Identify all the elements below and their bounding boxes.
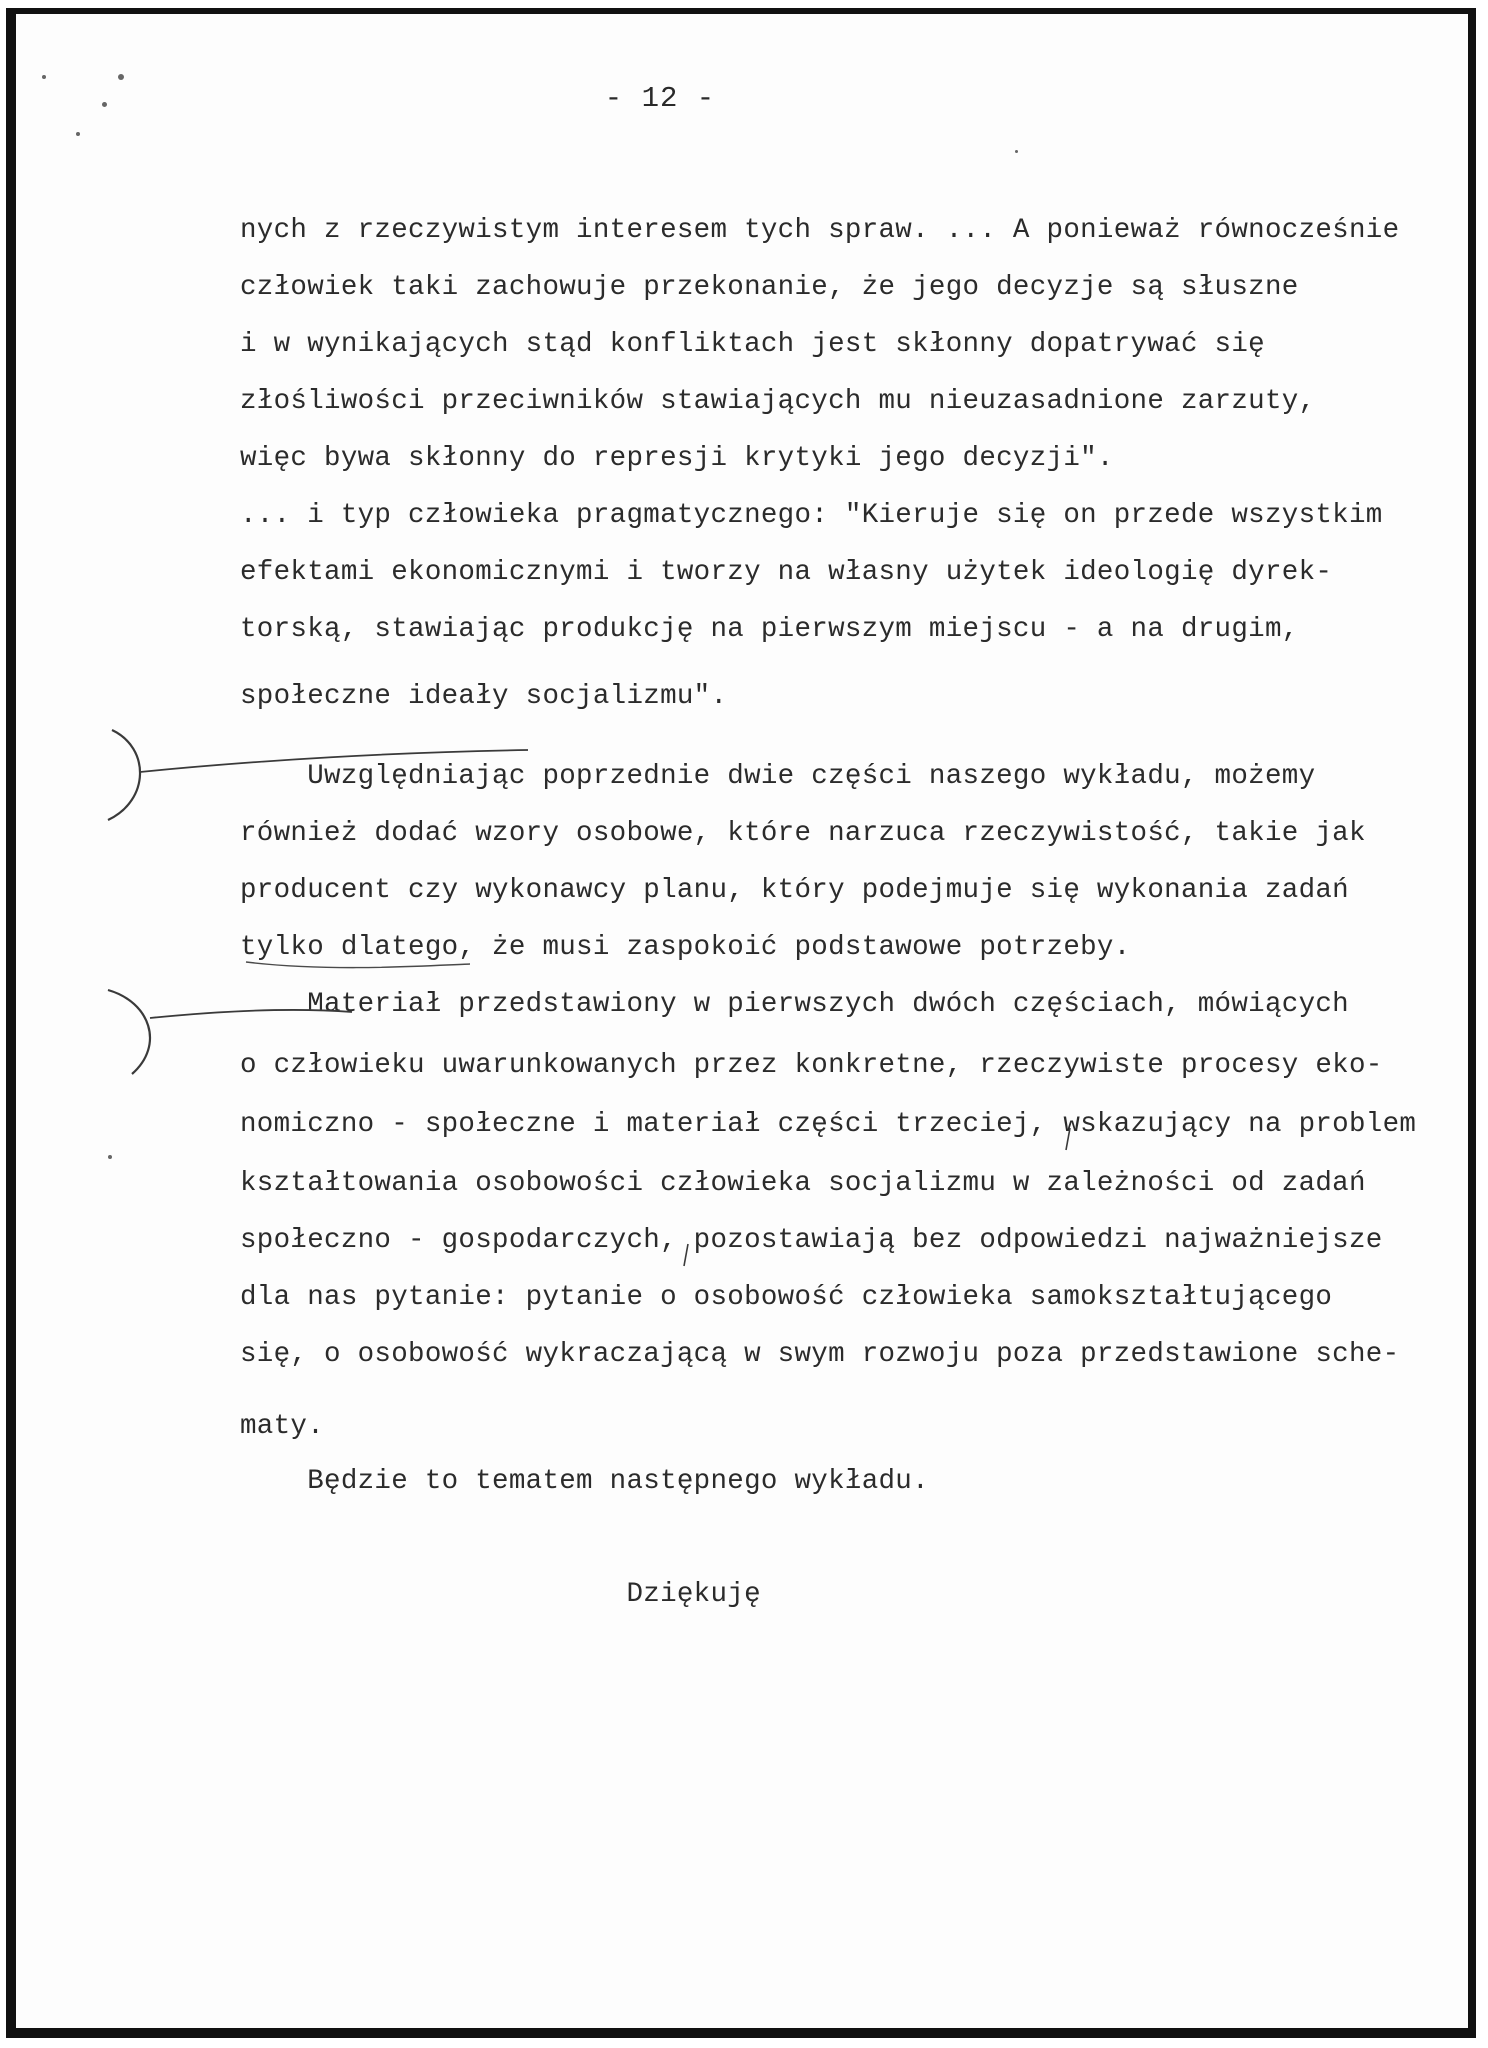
text-line: społeczno - gospodarczych, pozostawiają bez odpowiedzi najważniejsze	[240, 1225, 1383, 1256]
text-line: producent czy wykonawcy planu, który podejmuje się wykonania zadań	[240, 875, 1349, 906]
text-line: o człowieku uwarunkowanych przez konkretne, rzeczywiste procesy eko-	[240, 1050, 1383, 1081]
text-line: ... i typ człowieka pragmatycznego: "Kieruje się on przede wszystkim	[240, 500, 1383, 531]
text-line: maty.	[240, 1411, 325, 1442]
text-line: dla nas pytanie: pytanie o osobowość człowieka samokształtującego	[240, 1282, 1333, 1313]
text-line: kształtowania osobowości człowieka socjalizmu w zależności od zadań	[240, 1168, 1366, 1199]
text-line: nych z rzeczywistym interesem tych spraw. ... A ponieważ równocześnie	[240, 215, 1400, 246]
text-line: się, o osobowość wykraczającą w swym rozwoju poza przedstawione sche-	[240, 1339, 1400, 1370]
text-line: torską, stawiając produkcję na pierwszym miejscu - a na drugim,	[240, 614, 1299, 645]
text-line: tylko dlatego, że musi zaspokoić podstawowe potrzeby.	[240, 932, 1131, 963]
text-line: Uwzględniając poprzednie dwie części naszego wykładu, możemy	[240, 761, 1316, 792]
text-line: efektami ekonomicznymi i tworzy na własny użytek ideologię dyrek-	[240, 557, 1333, 588]
text-line: nomiczno - społeczne i materiał części trzeciej, wskazujący na problem	[240, 1109, 1417, 1140]
text-line: człowiek taki zachowuje przekonanie, że jego decyzje są słuszne	[240, 272, 1299, 303]
page-frame	[6, 8, 1476, 2038]
text-line: Materiał przedstawiony w pierwszych dwóch częściach, mówiących	[240, 989, 1349, 1020]
text-line: również dodać wzory osobowe, które narzuca rzeczywistość, takie jak	[240, 818, 1366, 849]
text-line: Będzie to tematem następnego wykładu.	[240, 1466, 929, 1497]
text-line: i w wynikających stąd konfliktach jest skłonny dopatrywać się	[240, 329, 1265, 360]
closing-signature: Dziękuję	[240, 1579, 761, 1610]
text-line: więc bywa skłonny do represji krytyki jego decyzji".	[240, 443, 1114, 474]
text-line: złośliwości przeciwników stawiających mu nieuzasadnione zarzuty,	[240, 386, 1316, 417]
text-line: społeczne ideały socjalizmu".	[240, 681, 728, 712]
page-number: - 12 -	[604, 82, 716, 115]
